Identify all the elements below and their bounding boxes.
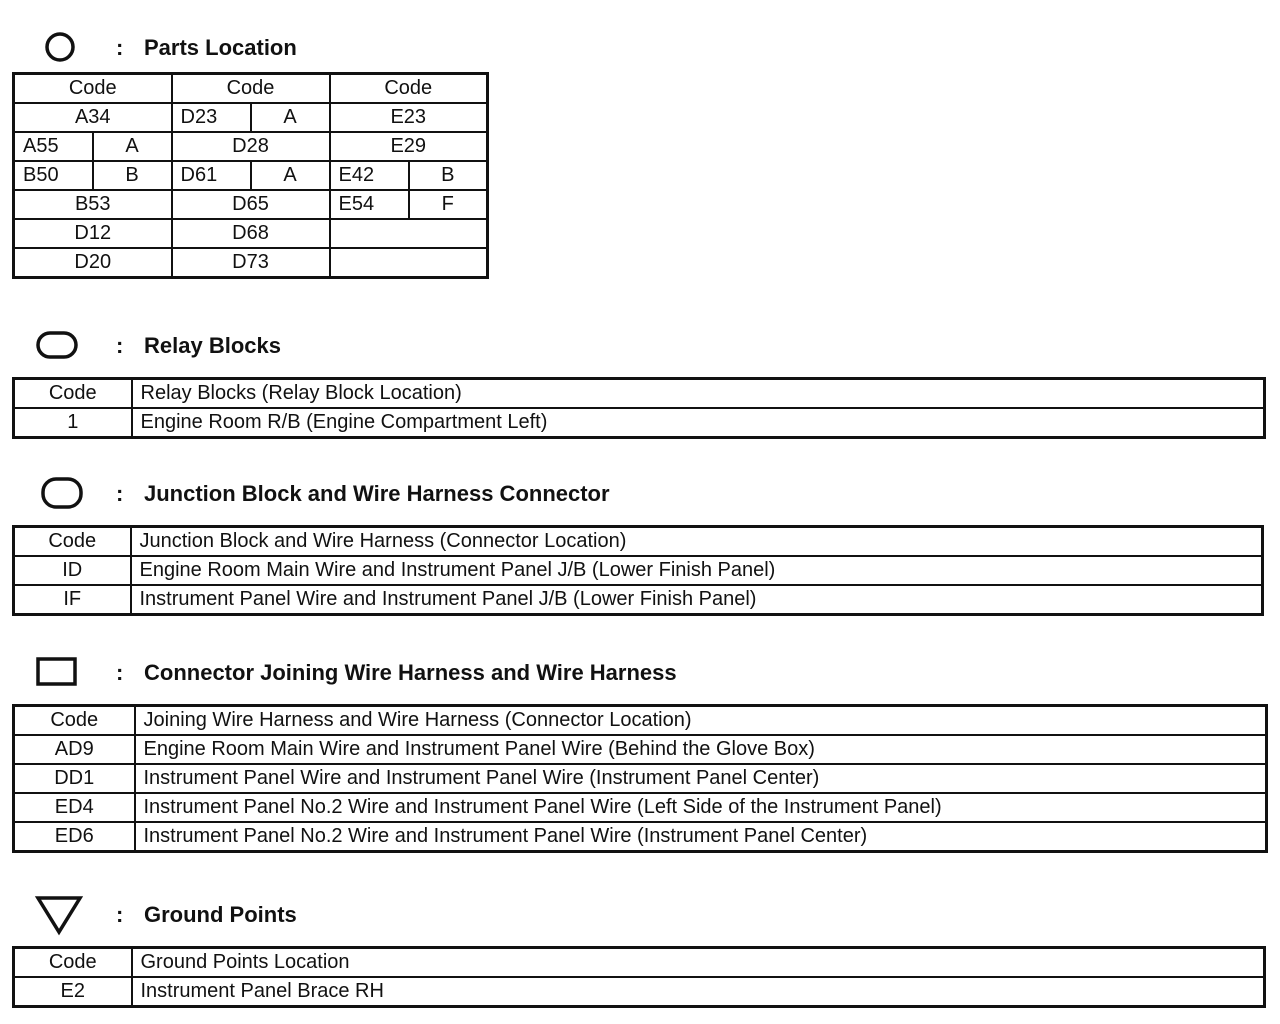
- row-description: Instrument Panel Wire and Instrument Panel Wire (Instrument Panel Center): [135, 764, 1267, 793]
- header-description: Junction Block and Wire Harness (Connector Location): [131, 527, 1263, 557]
- row-code: 1: [14, 408, 132, 438]
- table-row: [14, 248, 488, 278]
- row-code: IF: [14, 585, 131, 615]
- table-row: [14, 735, 1267, 764]
- row-code: E2: [14, 977, 132, 1007]
- row-code: ED4: [14, 793, 135, 822]
- row-description: Instrument Panel Wire and Instrument Panel J/B (Lower Finish Panel): [131, 585, 1263, 615]
- part-letter: A: [251, 103, 330, 132]
- heading-colon: :: [116, 333, 124, 358]
- part-code: B53: [14, 190, 172, 219]
- header-code: Code: [14, 527, 131, 557]
- part-letter: B: [93, 161, 172, 190]
- table-row: [14, 190, 488, 219]
- rectangle-icon: [30, 652, 90, 692]
- part-letter: B: [409, 161, 488, 190]
- part-code: D28: [172, 132, 330, 161]
- table-row: [14, 822, 1267, 852]
- table-row: [14, 161, 488, 190]
- parts-location-table: [12, 72, 489, 279]
- row-description: Engine Room R/B (Engine Compartment Left): [132, 408, 1265, 438]
- header-code: Code: [14, 948, 132, 978]
- part-code: B50: [14, 161, 93, 190]
- junction-block-title: Junction Block and Wire Harness Connector: [144, 481, 610, 506]
- ellipse-icon: [30, 473, 90, 513]
- row-code: AD9: [14, 735, 135, 764]
- part-code: E54: [330, 190, 409, 219]
- circle-icon: [30, 27, 90, 67]
- part-code: D73: [172, 248, 330, 278]
- table-row: [14, 764, 1267, 793]
- part-letter: F: [409, 190, 488, 219]
- part-code: D12: [14, 219, 172, 248]
- part-code: E23: [330, 103, 488, 132]
- part-code: A55: [14, 132, 93, 161]
- row-description: Instrument Panel No.2 Wire and Instrument Panel Wire (Instrument Panel Center): [135, 822, 1267, 852]
- table-header-row: [14, 379, 1265, 409]
- triangle-down-icon: [30, 892, 90, 936]
- header-code: Code: [14, 706, 135, 736]
- table-row: [14, 585, 1263, 615]
- connector-joining-title: Connector Joining Wire Harness and Wire Harness: [144, 660, 677, 685]
- table-row: [14, 219, 488, 248]
- header-code-1: Code: [14, 74, 172, 104]
- table-row: [14, 103, 488, 132]
- table-row: [14, 556, 1263, 585]
- table-header-row: [14, 948, 1265, 978]
- part-letter: A: [251, 161, 330, 190]
- header-description: Joining Wire Harness and Wire Harness (Connector Location): [135, 706, 1267, 736]
- heading-colon: :: [116, 902, 124, 927]
- header-description: Ground Points Location: [132, 948, 1265, 978]
- empty-cell: [330, 248, 488, 278]
- heading-colon: :: [116, 35, 124, 60]
- empty-cell: [330, 219, 488, 248]
- part-letter: A: [93, 132, 172, 161]
- part-code: E42: [330, 161, 409, 190]
- junction-block-table: [12, 525, 1264, 616]
- part-code: D20: [14, 248, 172, 278]
- row-code: ED6: [14, 822, 135, 852]
- row-description: Engine Room Main Wire and Instrument Panel Wire (Behind the Glove Box): [135, 735, 1267, 764]
- part-code: D68: [172, 219, 330, 248]
- table-row: [14, 977, 1265, 1007]
- part-code: D61: [172, 161, 251, 190]
- row-code: DD1: [14, 764, 135, 793]
- part-code: E29: [330, 132, 488, 161]
- row-description: Instrument Panel No.2 Wire and Instrument Panel Wire (Left Side of the Instrument Panel): [135, 793, 1267, 822]
- part-code: D23: [172, 103, 251, 132]
- connector-joining-table: [12, 704, 1268, 853]
- table-row: [14, 793, 1267, 822]
- row-description: Engine Room Main Wire and Instrument Panel J/B (Lower Finish Panel): [131, 556, 1263, 585]
- row-description: Instrument Panel Brace RH: [132, 977, 1265, 1007]
- relay-blocks-title: Relay Blocks: [144, 333, 281, 358]
- row-code: ID: [14, 556, 131, 585]
- part-code: D65: [172, 190, 330, 219]
- header-code: Code: [14, 379, 132, 409]
- relay-blocks-table: [12, 377, 1266, 439]
- header-code-3: Code: [330, 74, 488, 104]
- table-header-row: [14, 706, 1267, 736]
- ground-points-table: [12, 946, 1266, 1008]
- table-header-row: [14, 527, 1263, 557]
- rounded-oval-icon: [30, 325, 90, 365]
- parts-location-title: Parts Location: [144, 35, 297, 60]
- part-code: A34: [14, 103, 172, 132]
- heading-colon: :: [116, 660, 124, 685]
- header-description: Relay Blocks (Relay Block Location): [132, 379, 1265, 409]
- table-header-row: [14, 74, 488, 104]
- ground-points-title: Ground Points: [144, 902, 297, 927]
- table-row: [14, 408, 1265, 438]
- header-code-2: Code: [172, 74, 330, 104]
- heading-colon: :: [116, 481, 124, 506]
- table-row: [14, 132, 488, 161]
